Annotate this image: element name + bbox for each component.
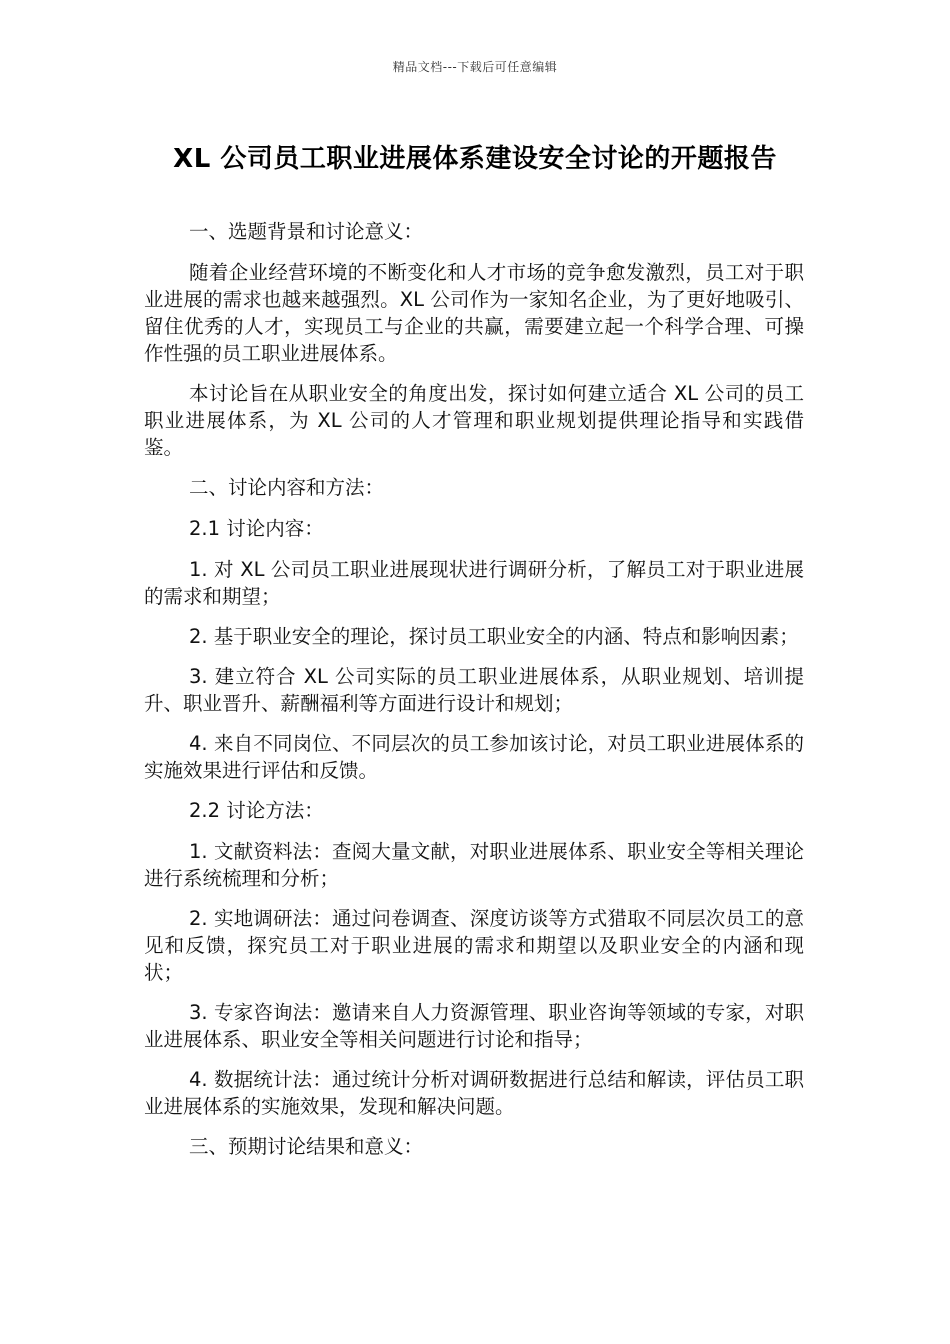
- paragraph-background: 随着企业经营环境的不断变化和人才市场的竞争愈发激烈，员工对于职业进展的需求也越来越强烈。XL 公司作为一家知名企业，为了更好地吸引、留住优秀的人才，实现员工与企业的共赢，需要建立起一个科学合理、可操作性强的员工职业进展体系。: [144, 261, 804, 365]
- section-heading-content-method: 二、讨论内容和方法：: [189, 476, 385, 499]
- method-item-2: 2. 实地调研法：通过问卷调查、深度访谈等方式猎取不同层次员工的意见和反馈，探究员工对于职业进展的需求和期望以及职业安全的内涵和现状；: [144, 907, 804, 984]
- subsection-heading-method: 2.2 讨论方法：: [189, 799, 324, 822]
- section-heading-expected-results: 三、预期讨论结果和意义：: [189, 1135, 424, 1158]
- document-title: XL 公司员工职业进展体系建设安全讨论的开题报告: [173, 144, 777, 174]
- content-item-4: 4. 来自不同岗位、不同层次的员工参加该讨论，对员工职业进展体系的实施效果进行评估和反馈。: [144, 732, 804, 782]
- content-item-1: 1. 对 XL 公司员工职业进展现状进行调研分析，了解员工对于职业进展的需求和期望；: [144, 558, 804, 608]
- method-item-1: 1. 文献资料法：查阅大量文献，对职业进展体系、职业安全等相关理论进行系统梳理和分析；: [144, 840, 804, 890]
- method-item-4: 4. 数据统计法：通过统计分析对调研数据进行总结和解读，评估员工职业进展体系的实施效果，发现和解决问题。: [144, 1068, 804, 1118]
- content-item-2: 2. 基于职业安全的理论，探讨员工职业安全的内涵、特点和影响因素；: [189, 625, 799, 648]
- subsection-heading-content: 2.1 讨论内容：: [189, 517, 324, 540]
- paragraph-purpose: 本讨论旨在从职业安全的角度出发，探讨如何建立适合 XL 公司的员工职业进展体系，为 XL 公司的人才管理和职业规划提供理论指导和实践借鉴。: [144, 382, 804, 459]
- header-note: 精品文档---下载后可任意编辑: [392, 60, 558, 74]
- content-item-3: 3. 建立符合 XL 公司实际的员工职业进展体系，从职业规划、培训提升、职业晋升、薪酬福利等方面进行设计和规划；: [144, 665, 804, 715]
- section-heading-background: 一、选题背景和讨论意义：: [189, 220, 424, 243]
- method-item-3: 3. 专家咨询法：邀请来自人力资源管理、职业咨询等领域的专家，对职业进展体系、职业安全等相关问题进行讨论和指导；: [144, 1001, 804, 1051]
- document-body: [144, 218, 804, 1174]
